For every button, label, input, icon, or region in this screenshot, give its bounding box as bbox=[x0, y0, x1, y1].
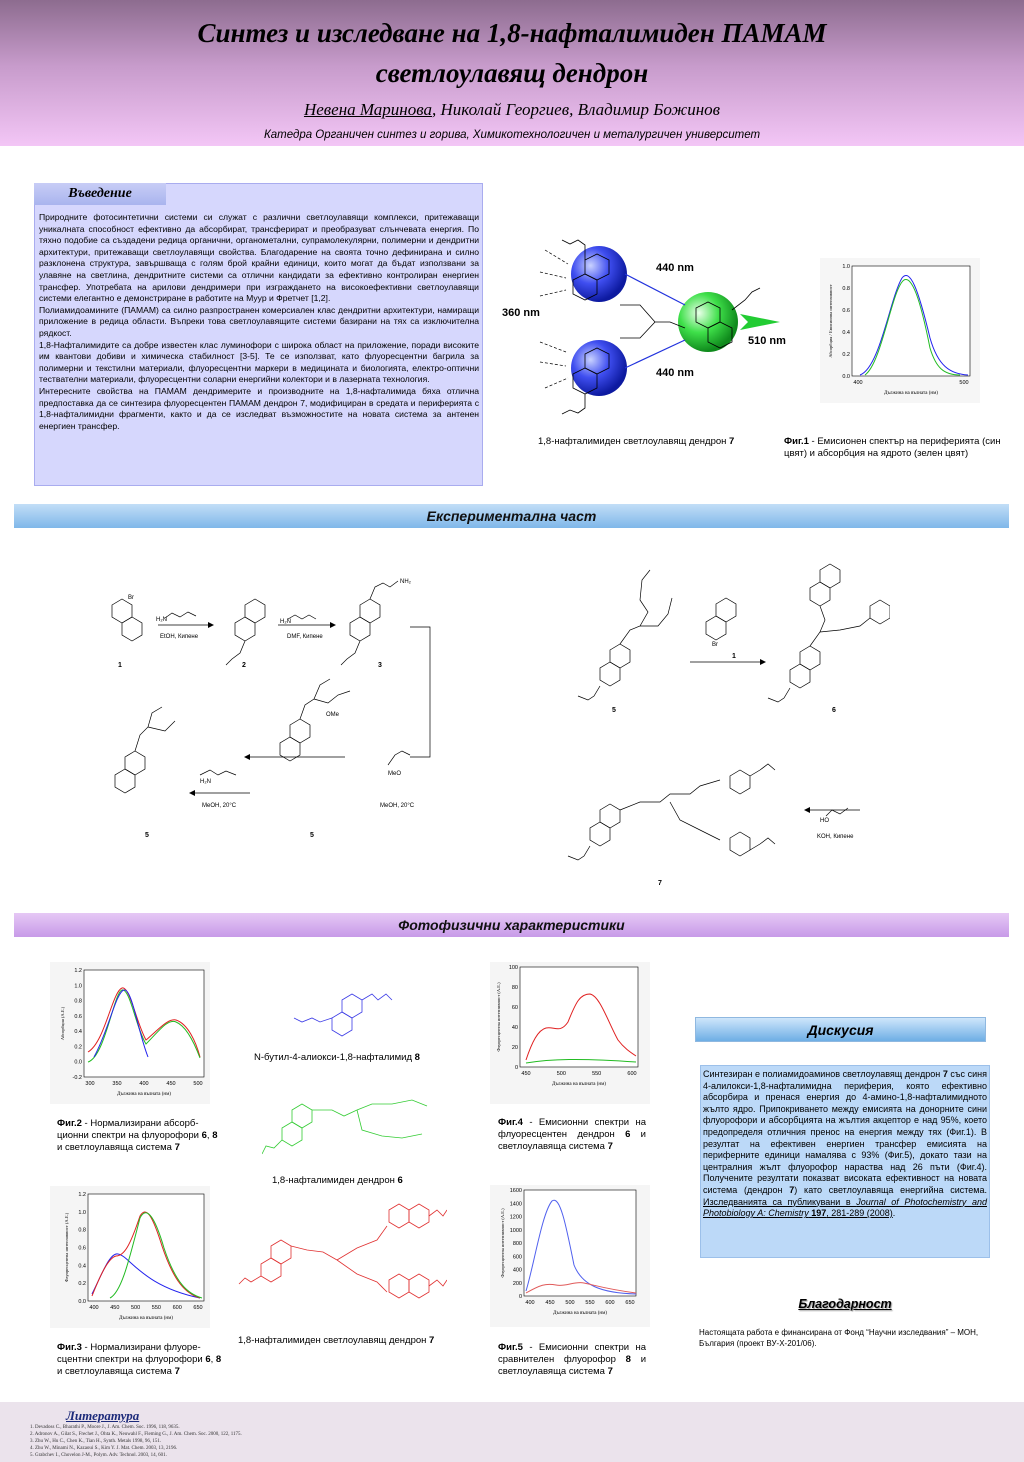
label-360: 360 nm bbox=[502, 307, 540, 319]
disc-vol: 197 bbox=[808, 1208, 827, 1219]
fig3-sep: , bbox=[210, 1354, 216, 1365]
disc-c: със синя 4-алилокси-1,8-нафталимидна периферия, която ефективно абсорбира и пренася енергия до 4-амино-1,8-нафталимидното жълто ядро. Припокриването между емисията на донорните сини флуорофори и абсорбцията на жълтия акцептор е над 95%, което предопределя отличния пренос на енергия между тях (Фиг.1). В резултат на ефективен енергиен трансфер емисията на периферните единици намалява с 93% (Фиг.5), докато тази на централния жълт флуорофор нараства над 26 пъти (Фиг.4). Получените резултати показват високата ефективност на новата система (дендрон bbox=[703, 1069, 987, 1195]
disc-e: ) като светлоулавяща енергийна система. bbox=[794, 1184, 987, 1195]
x-tick-label: 600 bbox=[627, 1071, 637, 1077]
label-440-bottom: 440 nm bbox=[656, 367, 694, 379]
fig2-chart bbox=[50, 962, 210, 1104]
fig1-chart bbox=[820, 258, 980, 403]
cpd-7: 7 bbox=[658, 880, 662, 887]
fig5-chart bbox=[490, 1185, 650, 1327]
x-axis-label: Дължина на вълната (нм) bbox=[117, 1092, 171, 1097]
y-tick-label: 0 bbox=[514, 1065, 518, 1071]
fig3-label: Фиг.3 bbox=[57, 1342, 82, 1353]
x-tick-label: 450 bbox=[521, 1071, 531, 1077]
structure-7-text: 1,8-нафталимиден светлоулавящ дендрон bbox=[238, 1335, 430, 1346]
x-tick-label: 600 bbox=[605, 1300, 615, 1306]
structure-7-caption bbox=[238, 1335, 458, 1347]
y-tick-label: 0 bbox=[518, 1294, 522, 1300]
y-tick-label: 0.0 bbox=[78, 1299, 86, 1305]
poster-title-line2: светлоулавящ дендрон bbox=[375, 58, 649, 88]
fig3-caption bbox=[57, 1342, 222, 1378]
y-tick-label: 0.0 bbox=[842, 374, 850, 380]
fig2-caption-text2: и светлоулавяща система bbox=[57, 1142, 175, 1153]
y-tick-label: 0.2 bbox=[78, 1281, 86, 1288]
y-tick-label: 1000 bbox=[509, 1227, 522, 1234]
fig3-caption-text: - Нормализирани флуоре-сцентни спектри на флуорофори bbox=[57, 1342, 206, 1365]
label-440-top: 440 nm bbox=[656, 262, 694, 274]
fig4-caption-text2: и светлоулавяща система bbox=[498, 1129, 646, 1152]
disc-pages: , 281-289 (2008) bbox=[826, 1208, 893, 1219]
fig5-cpd-8: 8 bbox=[625, 1354, 631, 1365]
cond-meoh-a: MeOH, 20°C bbox=[202, 803, 237, 809]
fig4-cpd-7: 7 bbox=[607, 1141, 613, 1152]
fig3-cpd-8: 8 bbox=[215, 1354, 222, 1365]
synthesis-scheme-right bbox=[560, 540, 890, 890]
thanks-text: Настоящата работа е финансирана от Фонд “Научни изследвания” – МОН, България (проект ВУ-Х-201/06). bbox=[699, 1328, 979, 1348]
y-tick-label: 0.6 bbox=[78, 1245, 86, 1252]
x-tick-label: 350 bbox=[112, 1081, 122, 1087]
structure-7 bbox=[237, 1200, 447, 1320]
intro-paragraph: 1,8-Нафталимидите са добре известен клас луминофори с широка област на приложение, поради високите им квантови добиви и химическа стабилност [3-5]. Те се използват, като флуоресцентни багрила за полимерни и текстилни материали, флуоресцентни маркери в медицината и биологията, електро-оптични тествателни материали, флуоресцентни соларни енергийни колектори и в лазерната технология. bbox=[39, 339, 479, 385]
reagent-butylamine: H₂N bbox=[156, 617, 167, 623]
y-tick-label: 0.2 bbox=[842, 352, 850, 358]
thanks-heading: Благодарност bbox=[798, 1297, 892, 1311]
fig5-caption-text2: и светлоулавяща система bbox=[498, 1354, 646, 1377]
x-tick-label: 550 bbox=[151, 1305, 161, 1311]
y-axis-label: Абсорбция (A.E.) bbox=[60, 1006, 65, 1041]
y-tick-label: 1.0 bbox=[842, 264, 850, 270]
y-tick-label: 1200 bbox=[509, 1214, 522, 1221]
y-axis-label: Абсорбция / Емисионна интензивност bbox=[828, 284, 833, 358]
label-meo: MeO bbox=[388, 771, 402, 777]
fig5-label: Фиг.5 bbox=[498, 1342, 523, 1353]
green-sphere bbox=[678, 292, 738, 352]
y-tick-label: 60 bbox=[511, 1005, 518, 1011]
fig1-caption bbox=[784, 436, 1004, 460]
x-axis-label: Дължина на вълната (нм) bbox=[552, 1082, 606, 1087]
intro-paragraph: Интересните свойства на ПАМАМ дендримерите и производните на 1,8-нафталимида бяха отлична предпоставка да се синтезира флуоресцентен ПАМАМ дендрон 7, модифициран в средата и периферията с 1,8-нафталимидни фрагменти, както и да се изследват възможностите на новата система за антенен енергиен трансфер. bbox=[39, 385, 479, 431]
intro-heading: Въведение bbox=[34, 183, 166, 205]
fig3-cpd-6: 6 bbox=[205, 1354, 211, 1365]
reference-item: 1. Devadoss C., Bharathi P., Moore J., J. Am. Chem. Soc. 1996, 118, 9635. bbox=[30, 1425, 180, 1430]
fig4-caption-text: - Емисионни спектри на флуоресцентен дендрон bbox=[498, 1117, 646, 1140]
y-axis-label: Флуоресцентна интензивност (A.E.) bbox=[496, 982, 501, 1052]
structure-8-text: N-бутил-4-алиокси-1,8-нафталимид bbox=[254, 1052, 415, 1063]
x-tick-label: 500 bbox=[193, 1081, 203, 1087]
arrow-1-label: 1 bbox=[732, 653, 736, 660]
fig4-label: Фиг.4 bbox=[498, 1117, 523, 1128]
disc-a: Синтезиран е полиамидоаминов светлоулавящ дендрон bbox=[703, 1069, 943, 1079]
fig1-caption-text: - Емисионен спектър на периферията (син цвят) и абсорбция на ядрото (зелен цвят) bbox=[784, 436, 1001, 459]
disc-end: . bbox=[892, 1208, 896, 1219]
x-tick-label: 550 bbox=[585, 1300, 595, 1306]
cpd-3: 3 bbox=[378, 662, 382, 669]
y-tick-label: 20 bbox=[511, 1045, 518, 1051]
x-axis-label: Дължина на вълната (нм) bbox=[884, 391, 938, 396]
label-br-r: Br bbox=[712, 642, 718, 648]
fig2-cpd-7: 7 bbox=[174, 1142, 180, 1153]
cpd-1: 1 bbox=[118, 662, 122, 669]
y-tick-label: 0.8 bbox=[78, 1227, 86, 1234]
fig2-caption-text: - Нормализирани абсорб-ционни спектри на флуорофори bbox=[57, 1118, 202, 1141]
label-ho: HO bbox=[820, 818, 829, 824]
discussion-text bbox=[703, 1069, 987, 1220]
structure-8-caption bbox=[254, 1052, 454, 1064]
reagent-edamine2: H₂N bbox=[200, 779, 211, 785]
reference-item: 4. Zhu W., Minami N., Kazaoui S., Kim Y. J. Mat. Chem. 2003, 13, 2196. bbox=[30, 1446, 178, 1451]
cond-meoh-b: MeOH, 20°C bbox=[380, 803, 415, 809]
scheme-caption bbox=[538, 436, 734, 448]
y-tick-label: 0.4 bbox=[842, 330, 850, 336]
y-tick-label: 0.0 bbox=[74, 1059, 82, 1066]
fig4-chart bbox=[490, 962, 650, 1104]
label-nh2: NH₂ bbox=[400, 579, 411, 585]
emission-arrow bbox=[740, 314, 780, 330]
y-axis-label: Флуоресцентна интензивност (A.E.) bbox=[64, 1212, 69, 1283]
x-tick-label: 400 bbox=[139, 1081, 149, 1087]
fig4-caption bbox=[498, 1117, 646, 1153]
y-tick-label: 0.4 bbox=[78, 1263, 86, 1270]
reference-item: 5. Grabchev I., Chovelon J-M., Polym. Adv. Technol. 2003, 14, 601. bbox=[30, 1453, 167, 1458]
y-tick-label: 0.4 bbox=[74, 1029, 82, 1036]
cpd-5-right: 5 bbox=[612, 707, 616, 714]
x-axis-label: Дължина на вълната (нм) bbox=[119, 1316, 173, 1321]
other-authors: , Николай Георгиев, Владимир Божинов bbox=[432, 100, 721, 119]
cond-dmf: DMF, Кипене bbox=[287, 634, 323, 640]
section-experimental: Експериментална част bbox=[14, 504, 1009, 528]
blue-sphere-top bbox=[571, 246, 627, 302]
structure-8-num: 8 bbox=[414, 1052, 420, 1063]
y-tick-label: 1.0 bbox=[78, 1209, 86, 1216]
x-tick-label: 500 bbox=[131, 1305, 141, 1311]
dendron-scheme bbox=[490, 230, 800, 430]
y-tick-label: 80 bbox=[511, 985, 518, 991]
structure-7-num: 7 bbox=[429, 1335, 435, 1346]
blue-sphere-bottom bbox=[571, 340, 627, 396]
y-tick-label: 0.8 bbox=[74, 998, 82, 1005]
authors bbox=[0, 100, 1024, 120]
label-br: Br bbox=[128, 595, 134, 601]
y-tick-label: 1400 bbox=[509, 1201, 522, 1208]
y-tick-label: 1.2 bbox=[74, 968, 82, 974]
fig3-cpd-7: 7 bbox=[174, 1366, 180, 1377]
x-tick-label: 650 bbox=[193, 1305, 203, 1311]
label-510: 510 nm bbox=[748, 335, 786, 347]
intro-text bbox=[39, 212, 479, 432]
x-tick-label: 500 bbox=[556, 1071, 566, 1077]
scheme-caption-text: 1,8-нафталимиден светлоулавящ дендрон bbox=[538, 436, 730, 447]
y-tick-label: 40 bbox=[511, 1025, 518, 1031]
fig4-cpd-6: 6 bbox=[625, 1129, 631, 1140]
x-tick-label: 450 bbox=[545, 1300, 555, 1306]
cond-etoh: EtOH, Кипене bbox=[160, 634, 199, 640]
y-tick-label: 400 bbox=[512, 1267, 522, 1274]
y-tick-label: 0.6 bbox=[74, 1013, 82, 1020]
cpd-4: 5 bbox=[310, 832, 314, 839]
journal-name: Journal of Photochemistry and Photobiology A: Chemistry bbox=[703, 1196, 987, 1219]
intro-paragraph: Природните фотосинтетични системи си служат с различни светлоулавящи комплекси, притежаващи уникалната способност ефективно да абсорбират, трансферират и преобразуват слънчевата енергия. По тяхно подобие са създадени редица органични, органометални, супрамолекулярни, полимерни и дендритни архитектури, притежаващи светлоулавящи свойства. Благодарение на своята точно дефинирана и силно разклонена структура, завършваща с голям брой крайни единици, които могат да бъдат използвани за улавяне на светлина, дендритните системи са отлични кандидати за ефективно контролиран енергиен трансфер. Употребата на арилови дендримери при изграждането на високоефективни светлоулавящи системи елегантно е демонстриране в работите на Муур и Фретчет [1,2]. bbox=[39, 212, 479, 304]
synthesis-scheme-left bbox=[90, 575, 440, 895]
section-photophysical: Фотофизични характеристики bbox=[14, 913, 1009, 937]
y-tick-label: 800 bbox=[512, 1241, 522, 1247]
fig2-sep: , bbox=[206, 1130, 213, 1141]
y-tick-label: 1.0 bbox=[74, 983, 82, 990]
x-tick-label: 450 bbox=[166, 1081, 176, 1087]
x-axis-label: Дължина на вълната (нм) bbox=[553, 1311, 607, 1316]
x-tick-label: 400 bbox=[853, 380, 863, 386]
cond-koh: KOH, Кипене bbox=[817, 834, 854, 840]
fig2-label: Фиг.2 bbox=[57, 1118, 82, 1129]
x-tick-label: 500 bbox=[959, 380, 969, 386]
fig5-caption bbox=[498, 1342, 646, 1378]
disc-f: Изследванията са публикувани в bbox=[703, 1196, 857, 1207]
fig2-cpd-6: 6 bbox=[201, 1130, 207, 1141]
fig5-cpd-7: 7 bbox=[607, 1366, 613, 1377]
cpd-6: 6 bbox=[832, 707, 836, 714]
cpd-5-left: 5 bbox=[145, 832, 149, 839]
y-tick-label: 0.2 bbox=[74, 1044, 82, 1051]
fig5-caption-text: - Емисионни спектри на сравнителен флуорофор bbox=[498, 1342, 646, 1365]
first-author: Невена Маринова bbox=[303, 100, 433, 119]
y-tick-label: 0.6 bbox=[842, 308, 850, 314]
affiliation: Катедра Органичен синтез и горива, Химикотехнологичен и металургичен университет bbox=[263, 129, 761, 141]
disc-b: 7 bbox=[942, 1069, 948, 1079]
intro-paragraph: Полиамидоамините (ПАМАМ) са силно разпространен комерсиален клас дендритни архитектури, намиращи приложение в редица области. Въпреки това светлоулавящите системи базирани на тях са изключителна рядкост. bbox=[39, 304, 479, 338]
y-tick-label: 0.8 bbox=[842, 286, 850, 292]
x-tick-label: 400 bbox=[89, 1305, 99, 1311]
y-axis-label: Флуоресцентна интензивност (A.E.) bbox=[500, 1208, 505, 1278]
fig3-caption-text2: и светлоулавяща система bbox=[57, 1366, 175, 1377]
structure-6-caption bbox=[272, 1175, 472, 1187]
scheme-caption-num: 7 bbox=[729, 436, 735, 447]
y-tick-label: 1600 bbox=[509, 1188, 522, 1194]
x-tick-label: 450 bbox=[110, 1305, 120, 1311]
cpd-2: 2 bbox=[242, 662, 246, 669]
x-tick-label: 400 bbox=[525, 1300, 535, 1306]
discussion-heading: Дискусия bbox=[695, 1017, 986, 1042]
reference-item: 3. Zhu W., Hu C., Chen K., Tian H., Synth. Metals 1998, 96, 151. bbox=[30, 1439, 162, 1444]
x-tick-label: 650 bbox=[625, 1300, 635, 1306]
fig2-caption bbox=[57, 1118, 222, 1154]
reagent-ethylenediamine: H₂N bbox=[280, 619, 291, 625]
poster-title-line1: Синтез и изследване на 1,8-нафталимиден ПАМАМ bbox=[197, 18, 827, 48]
structure-6-num: 6 bbox=[397, 1175, 403, 1186]
y-tick-label: 1.2 bbox=[78, 1192, 86, 1198]
x-tick-label: 600 bbox=[172, 1305, 182, 1311]
fig2-cpd-8: 8 bbox=[212, 1130, 218, 1141]
x-tick-label: 300 bbox=[85, 1081, 95, 1087]
fig3-chart bbox=[50, 1186, 210, 1328]
y-tick-label: -0.2 bbox=[72, 1075, 82, 1081]
y-tick-label: 600 bbox=[512, 1254, 522, 1261]
structure-8 bbox=[292, 982, 412, 1042]
reference-item: 2. Adronov A., Gilat S., Frechet J., Ohta K., Neuwahl F., Fleming G., J. Am. Chem. Soc. 2000, 122, 1175. bbox=[30, 1432, 242, 1437]
structure-6-text: 1,8-нафталимиден дендрон bbox=[272, 1175, 398, 1186]
disc-d: 7 bbox=[789, 1184, 795, 1195]
structure-6 bbox=[262, 1090, 432, 1160]
references-heading: Литература bbox=[66, 1408, 140, 1423]
y-tick-label: 200 bbox=[512, 1280, 522, 1287]
y-tick-label: 100 bbox=[508, 965, 518, 971]
x-tick-label: 500 bbox=[565, 1300, 575, 1306]
x-tick-label: 550 bbox=[592, 1071, 602, 1077]
label-ome: OMe bbox=[326, 712, 340, 718]
references-list bbox=[30, 1424, 730, 1459]
fig1-label: Фиг.1 bbox=[784, 436, 809, 447]
